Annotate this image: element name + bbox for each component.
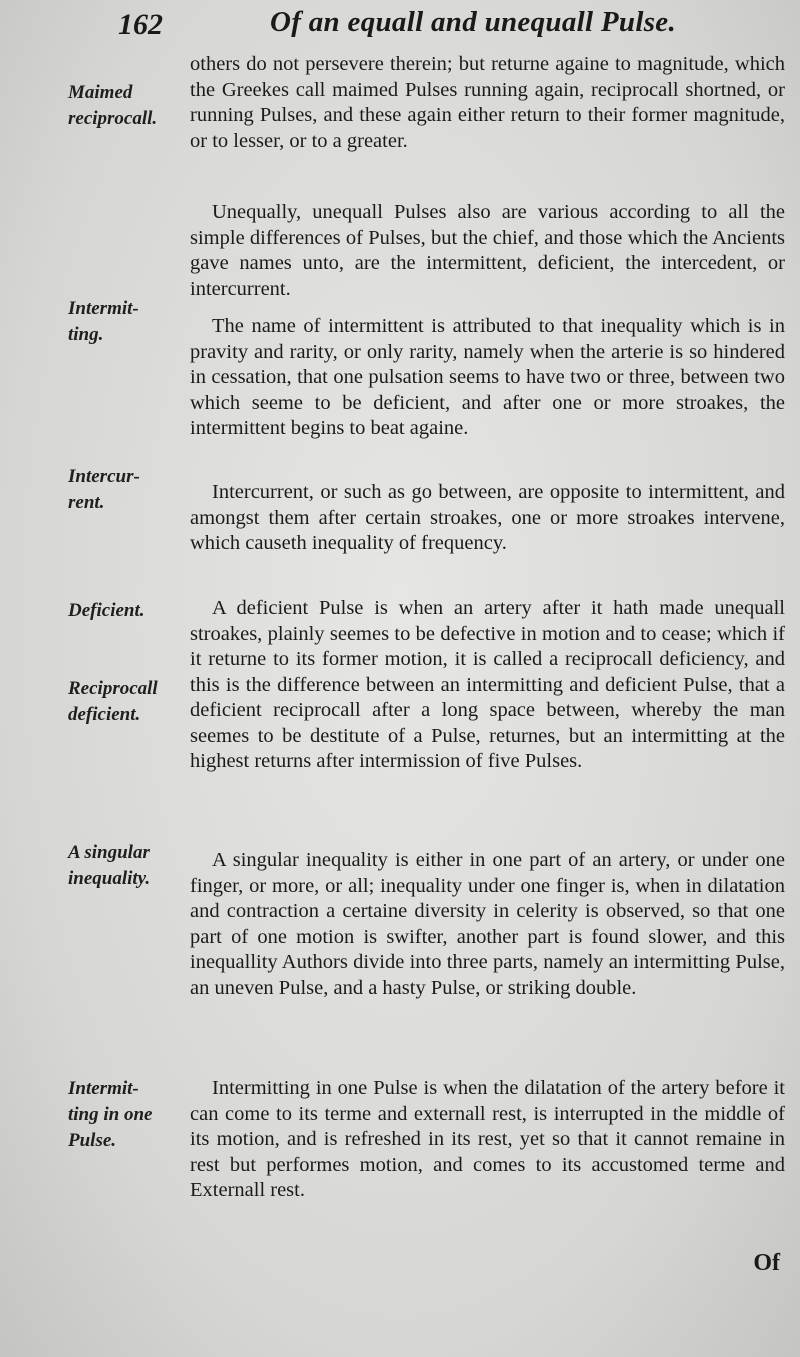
marginal-note-intermitting-one-pulse [68,1076,186,1154]
body-paragraph: A singular inequality is either in one part of an artery, or under one finger, or more, or all; inequality under one finger is, when in dilatation and contraction a certaine diversity in celerity is observed, so that one part of one motion is swifter, another part is found slower, and this inequallity Authors divide into three parts, namely an intermitting Pulse, an uneven Pulse, and a hasty Pulse, or striking double. [190,849,785,999]
body-paragraph: Intercurrent, or such as go between, are opposite to intermittent, and amongst them after certain stroakes, one or more stroakes intervene, which causeth inequality of frequency. [190,481,785,554]
marginal-note-line: Pulse. [68,1130,117,1151]
marginal-note-line: reciprocall. [68,108,158,129]
paragraph-continuation [190,52,785,154]
marginal-note-reciprocall-deficient [68,676,186,728]
marginal-note-line: Intermit- [68,298,139,319]
catchword: Of [753,1250,780,1276]
paragraph-intercurrent [190,480,785,557]
paragraph-intermitting-one-pulse [190,1076,785,1204]
marginal-note-intermitting [68,296,186,348]
marginal-note-line: inequality. [68,868,151,889]
marginal-note-line: Reciprocall [68,678,158,699]
body-paragraph: Unequally, unequall Pulses also are various according to all the simple differences of Pulses, but the chief, and those which the Ancients gave names unto, are the intermittent, deficient, the intercedent, or intercurrent. [190,201,785,300]
paragraph-intermittent [190,314,785,442]
page-number: 162 [118,8,163,41]
paragraph-unequally [190,200,785,302]
marginal-note-line: Intermit- [68,1078,139,1099]
page-header [0,0,800,48]
body-paragraph: others do not persevere therein; but returne againe to magnitude, which the Greekes call maimed Pulses running again, reciprocall shortned, or running Pulses, and these again either return to their former magnitude, or to lesser, or to a greater. [190,53,785,152]
marginal-note-maimed [68,80,186,132]
marginal-note-intercurrent [68,464,186,516]
body-paragraph: Intermitting in one Pulse is when the dilatation of the artery before it can come to its terme and externall rest, is interrupted in the middle of its motion, and is refreshed in its rest, yet so that it cannot remaine in rest but performes motion, and comes to its accustomed terme and Externall rest. [190,1077,785,1201]
marginal-note-line: rent. [68,492,105,513]
body-paragraph: A deficient Pulse is when an artery after it hath made unequall stroakes, plainly seemes to be defective in motion and to cease; which if it returne to its former motion, it is called a reciprocall deficiency, and this is the difference between an intermitting and deficient Pulse, that a deficient reciprocall after a long space between, whereby the man seemes to be destitute of a Pulse, returnes, but an intermitting at the highest returns after intermission of five Pulses. [190,597,785,772]
body-paragraph: The name of intermittent is attributed to that inequality which is in pravity and rarity, or only rarity, namely when the arterie is so hindered in cessation, that one pulsation seems to have two or three, between two which seeme to be deficient, and after one or more stroakes, the intermittent begins to beat againe. [190,315,785,439]
marginal-note-deficient [68,598,186,624]
marginal-note-line: ting. [68,324,104,345]
marginal-note-line: Intercur- [68,466,140,487]
marginal-note-line: A singular [68,842,150,863]
paragraph-deficient [190,596,785,775]
marginal-note-line: ting in one [68,1104,153,1125]
marginal-note-line: deficient. [68,704,141,725]
marginal-note-line: Maimed [68,82,133,103]
running-title: Of an equall and unequall Pulse. [270,6,676,38]
paragraph-singular-inequality [190,848,785,1001]
marginal-note-singular-inequality [68,840,186,892]
marginal-note-line: Deficient. [68,600,145,621]
